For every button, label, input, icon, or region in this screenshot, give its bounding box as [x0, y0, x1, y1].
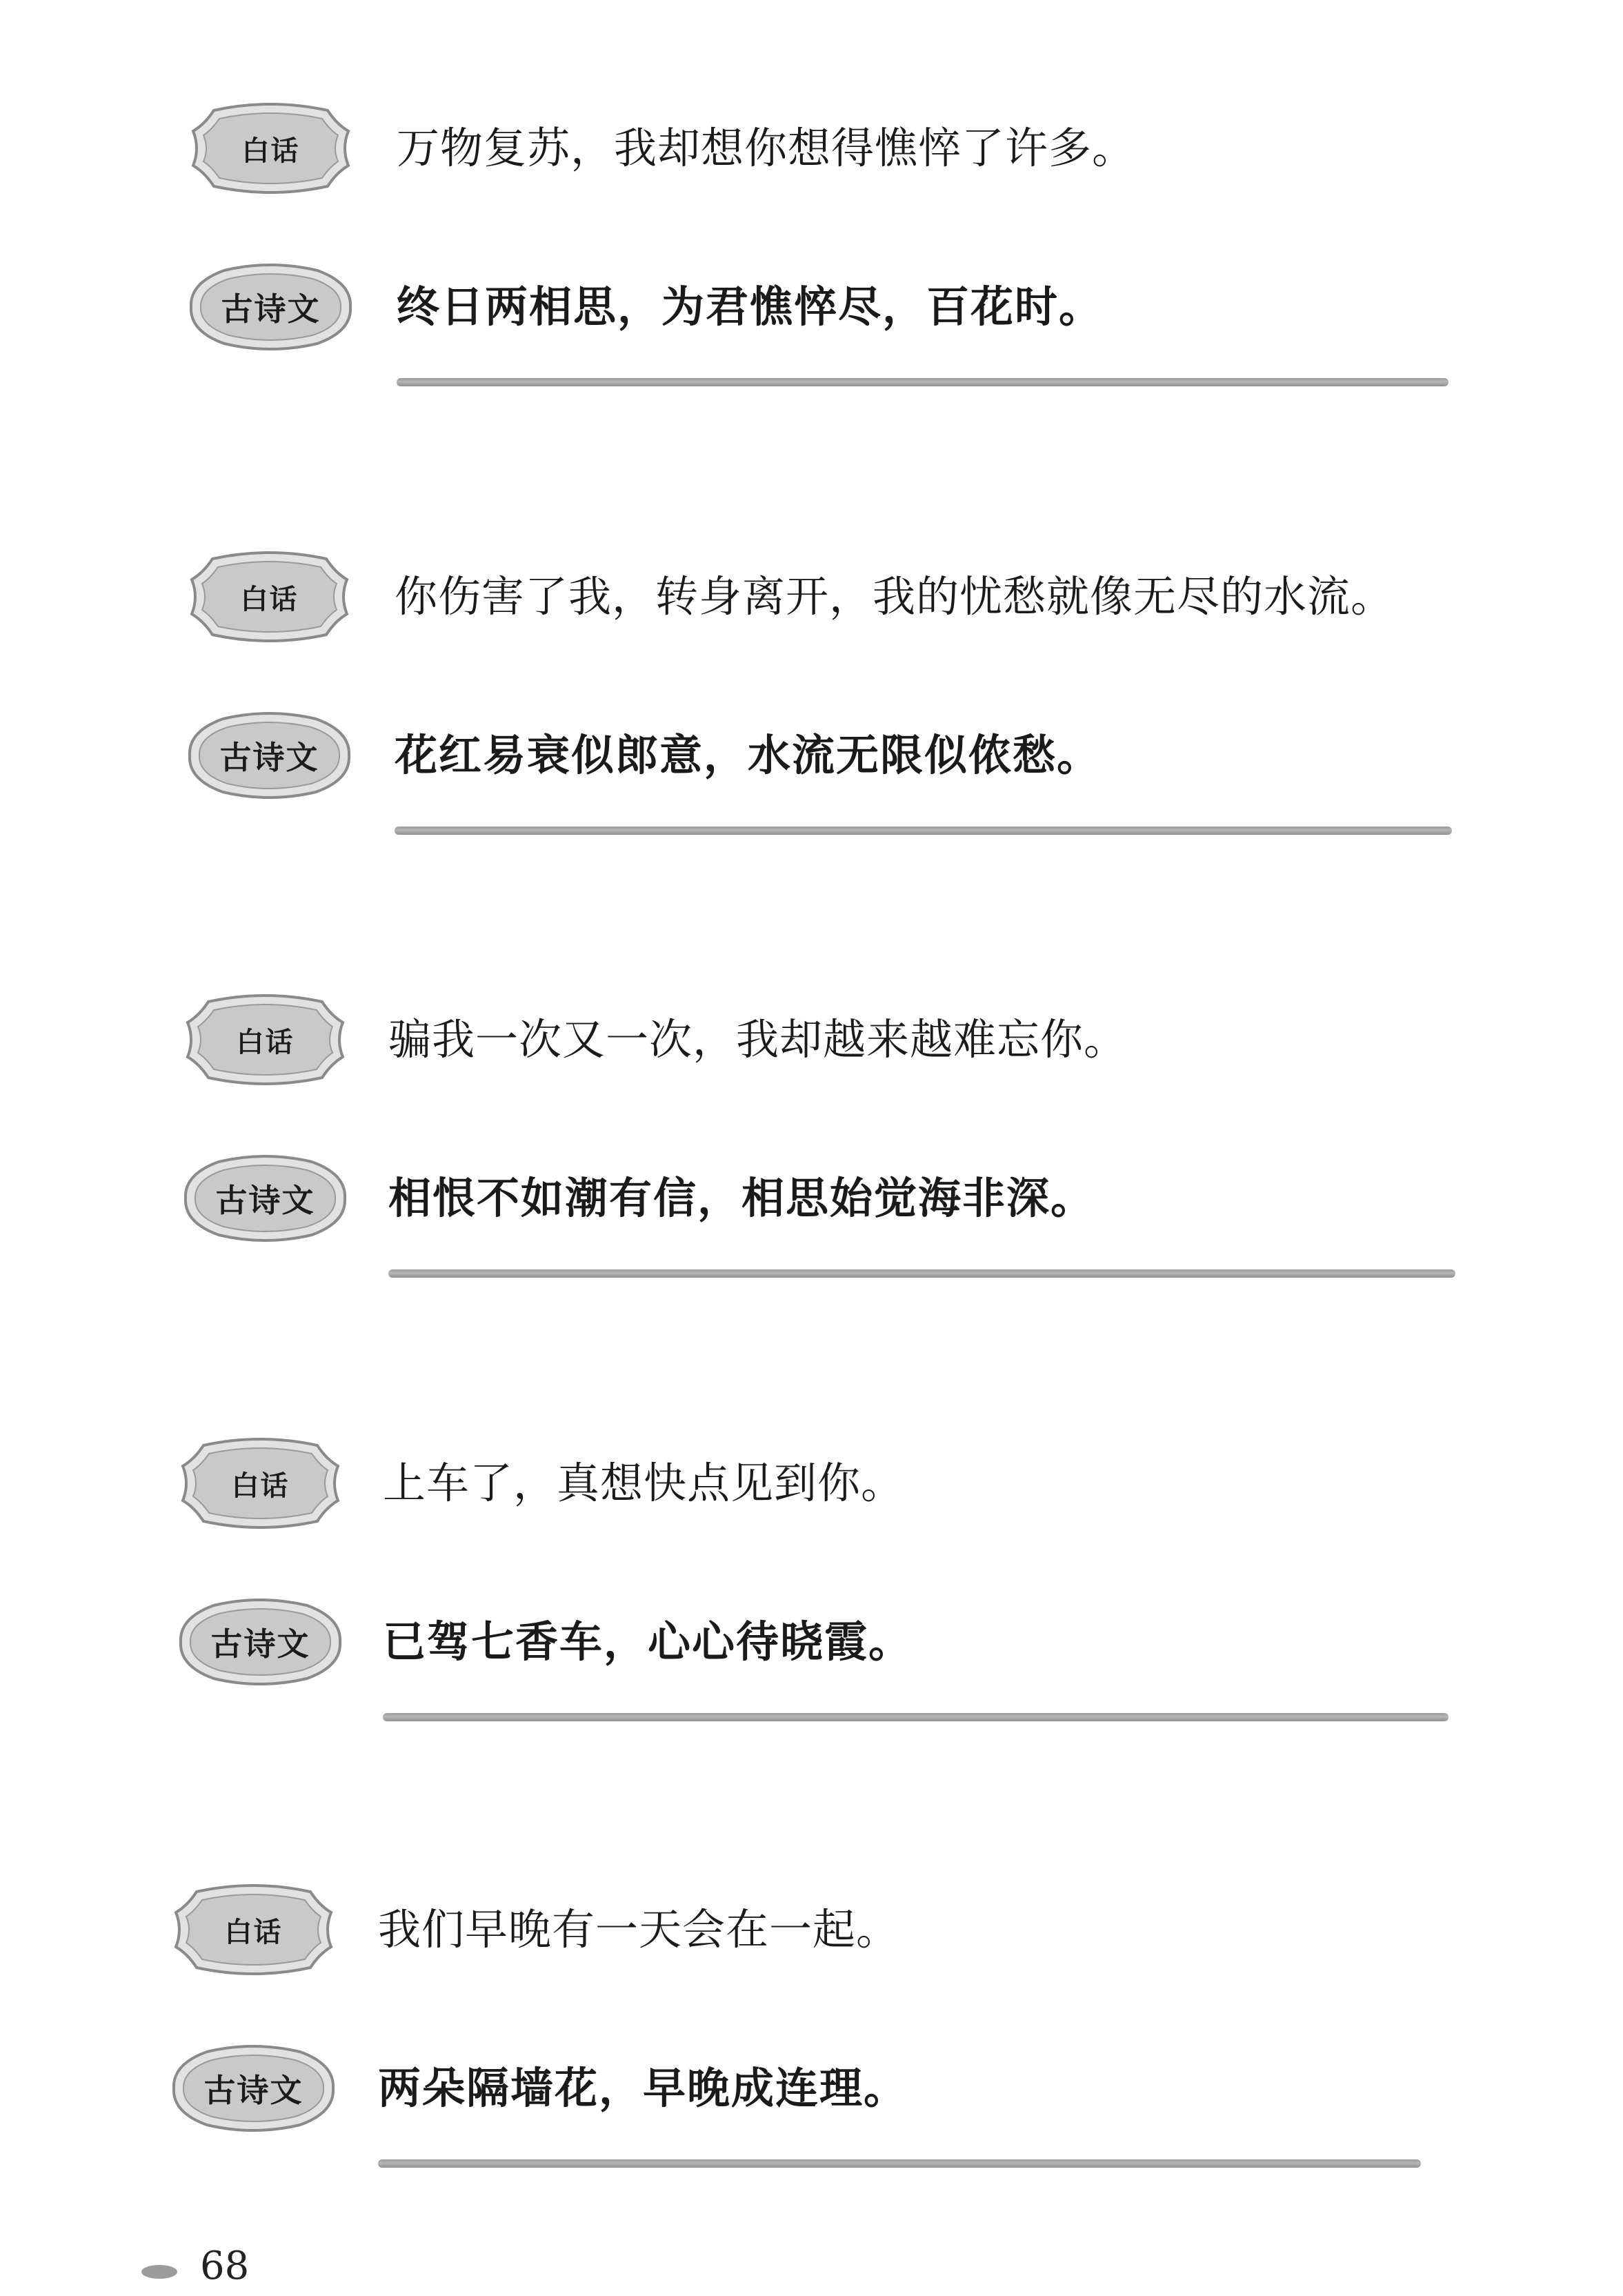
gushiwen-badge — [186, 255, 355, 359]
entry-3 — [0, 988, 1623, 1333]
gushiwen-row — [0, 704, 1623, 807]
gushiwen-row — [0, 1590, 1623, 1694]
gushiwen-text: 相恨不如潮有信，相思始觉海非深。 — [388, 1173, 1095, 1223]
gushiwen-label: 古诗文 — [215, 1182, 315, 1219]
gushiwen-badge — [169, 2037, 338, 2140]
baihua-label: 白话 — [236, 1026, 295, 1058]
baihua-row — [0, 545, 1623, 649]
baihua-text: 你伤害了我，转身离开，我的忧愁就像无尽的水流。 — [395, 571, 1395, 622]
baihua-label: 白话 — [240, 583, 299, 615]
baihua-badge — [181, 988, 350, 1091]
gushiwen-label: 古诗文 — [221, 290, 321, 328]
gushiwen-text: 花红易衰似郎意，水流无限似侬愁。 — [395, 730, 1102, 780]
entry-2 — [0, 545, 1623, 890]
baihua-label: 白话 — [224, 1916, 283, 1948]
gushiwen-label: 古诗文 — [210, 1625, 310, 1663]
baihua-row — [0, 1432, 1623, 1535]
gushiwen-label: 古诗文 — [219, 739, 319, 776]
entry-underline — [378, 2159, 1421, 2168]
baihua-text: 万物复苏，我却想你想得憔悴了许多。 — [397, 123, 1136, 173]
entry-underline — [397, 378, 1448, 386]
baihua-badge — [169, 1878, 338, 1981]
gushiwen-row — [0, 2037, 1623, 2140]
baihua-badge — [185, 545, 354, 649]
baihua-text: 上车了，真想快点见到你。 — [383, 1458, 905, 1508]
baihua-text: 骗我一次又一次，我却越来越难忘你。 — [388, 1014, 1128, 1065]
gushiwen-badge — [181, 1147, 350, 1250]
gushiwen-badge — [185, 704, 354, 807]
entry-4 — [0, 1432, 1623, 1777]
entry-underline — [388, 1269, 1455, 1278]
baihua-label: 白话 — [231, 1469, 290, 1502]
page-number: 68 — [200, 2244, 250, 2288]
gushiwen-text: 两朵隔墙花，早晚成连理。 — [378, 2063, 908, 2113]
entry-underline — [395, 827, 1452, 835]
gushiwen-badge — [176, 1590, 345, 1694]
gushiwen-row — [0, 1147, 1623, 1250]
baihua-row — [0, 988, 1623, 1091]
gushiwen-row — [0, 255, 1623, 359]
baihua-badge — [186, 97, 355, 200]
leaf-ornament-icon — [141, 2265, 177, 2279]
entry-underline — [383, 1713, 1448, 1721]
baihua-row — [0, 1878, 1623, 1981]
baihua-text: 我们早晚有一天会在一起。 — [378, 1904, 900, 1954]
baihua-badge — [176, 1432, 345, 1535]
gushiwen-label: 古诗文 — [203, 2072, 303, 2109]
gushiwen-text: 终日两相思，为君憔悴尽，百花时。 — [397, 281, 1104, 332]
entry-1 — [0, 97, 1623, 442]
gushiwen-text: 已驾七香车，心心待晓霞。 — [383, 1616, 913, 1667]
baihua-row — [0, 97, 1623, 200]
entry-5 — [0, 1878, 1623, 2223]
baihua-label: 白话 — [241, 135, 300, 167]
